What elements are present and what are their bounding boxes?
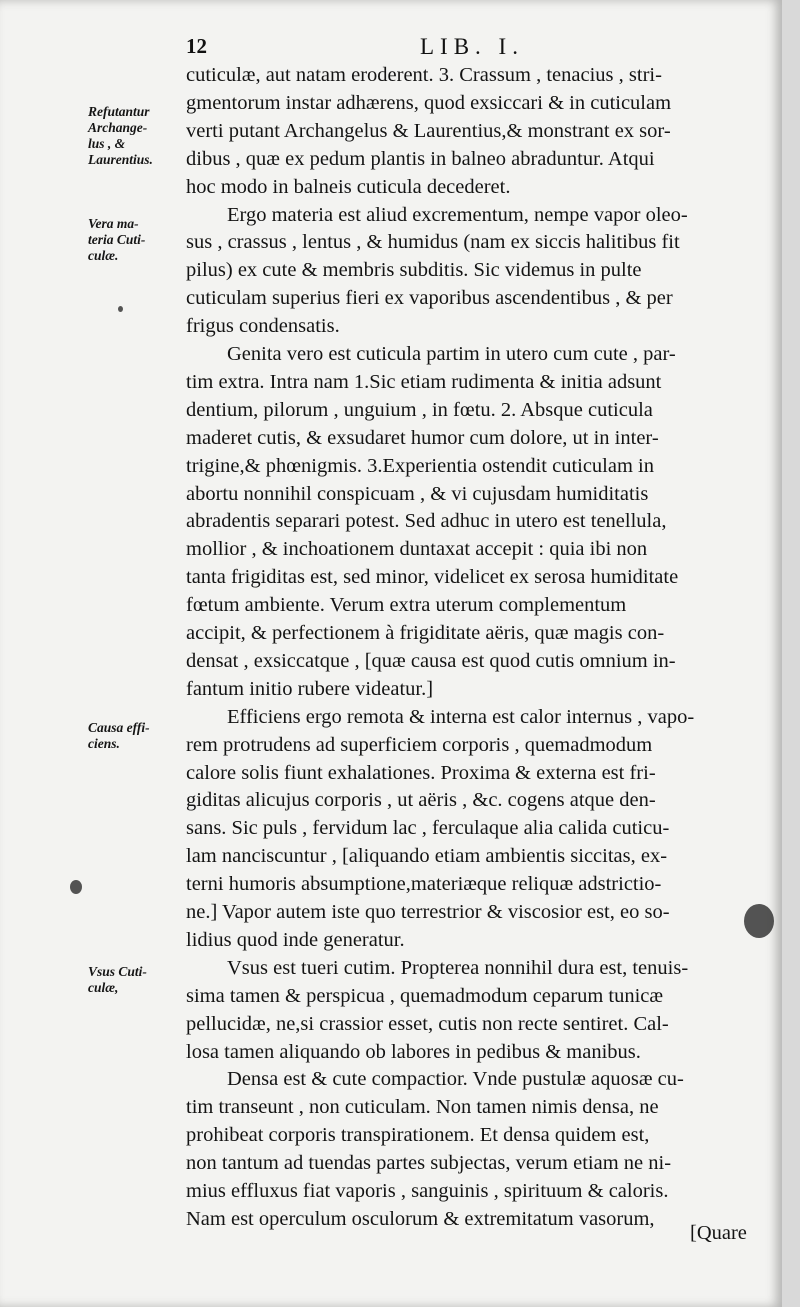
page-number: 12 [186,34,207,58]
text-line: sans. Sic puls , fervidum lac , ferculaque alia calida cuticu- [186,817,670,840]
text-line: cuticulam superius fieri ex vaporibus ascendentibus , & per [186,287,673,310]
text-line: Nam est operculum osculorum & extremitatum vasorum, [186,1207,655,1230]
catchword: [Quare [690,1222,747,1244]
text-line: non tantum ad tuendas partes subjectas, verum etiam ne ni- [186,1152,672,1175]
text-line: abortu nonnihil conspicuam , & vi cujusdam humiditatis [186,482,649,505]
text-line: tanta frigiditas est, sed minor, videlicet ex serosa humiditate [186,566,679,589]
text-line: lidius quod inde generatur. [186,928,405,951]
text-line: gmentorum instar adhærens, quod exsiccari & in cuticulam [186,91,672,114]
margin-note [88,216,184,264]
margin-note-line: lus , & [88,136,126,151]
page-header [0,34,782,64]
margin-note-line: culæ. [88,248,119,263]
text-line: fœtum ambiente. Verum extra uterum complementum [186,594,627,617]
text-line: lam nanciscuntur , [aliquando etiam ambientis siccitas, ex- [186,845,668,868]
text-line: Genita vero est cuticula partim in utero cum cute , par- [186,343,676,365]
ink-blot [744,904,774,938]
running-head: LIB. I. [420,34,524,59]
text-line: prohibeat corporis transpirationem. Et densa quidem est, [186,1124,650,1147]
margin-note-line: Refutantur [88,104,150,119]
text-line: mius effluxus fiat vaporis , sanguinis , spirituum & caloris. [186,1180,669,1202]
text-line: rem protrudens ad superficiem corporis , quemadmodum [186,733,653,756]
text-line: sus , crassus , lentus , & humidus (nam ex siccis halitibus fit [186,231,680,254]
text-line: sima tamen & perspicua , quemadmodum ceparum tunicæ [186,984,664,1007]
text-line: fantum initio rubere videatur.] [186,677,434,700]
text-line: pilus) ex cute & membris subditis. Sic videmus in pulte [186,259,642,282]
text-line: verti putant Archangelus & Laurentius,& monstrant ex sor- [186,119,671,142]
text-line: ne.] Vapor autem iste quo terrestrior & viscosior est, eo so- [186,901,670,923]
margin-note-line: Causa effi- [88,720,150,735]
text-line: densat , exsiccatque , [quæ causa est quod cutis omnium in- [186,649,676,672]
text-line: tim extra. Intra nam 1.Sic etiam rudimenta & initia adsunt [186,370,662,393]
text-line: frigus condensatis. [186,315,340,338]
text-line: calore solis fiunt exhalationes. Proxima & externa est fri- [186,761,656,784]
text-line: accipit, & perfectionem à frigiditate aëris, quæ magis con- [186,622,665,644]
ink-blot [118,306,123,312]
text-line: Ergo materia est aliud excrementum, nempe vapor oleo- [186,203,688,226]
margin-note [88,104,184,168]
text-line: pellucidæ, ne,si crassior esset, cutis non recte sentiret. Cal- [186,1012,669,1035]
ink-blot [70,880,82,894]
text-line: tim transeunt , non cuticulam. Non tamen nimis densa, ne [186,1096,659,1119]
margin-note-line: teria Cuti- [88,232,146,247]
margin-note-line: ciens. [88,736,120,751]
text-line: Densa est & cute compactior. Vnde pustulæ aquosæ cu- [186,1068,684,1091]
text-line: Vsus est tueri cutim. Propterea nonnihil dura est, tenuis- [186,956,689,979]
text-line: hoc modo in balneis cuticula decederet. [186,175,511,198]
text-line: dibus , quæ ex pedum plantis in balneo abraduntur. Atqui [186,147,655,170]
margin-note [88,964,184,996]
text-line: terni humoris absumptione,materiæque reliquæ adstrictio- [186,873,662,896]
text-line: maderet cutis, & exsudaret humor cum dolore, ut in inter- [186,426,659,449]
text-line: dentium, pilorum , unguium , in fœtu. 2. Absque cuticula [186,398,653,421]
margin-note-line: culæ, [88,980,119,995]
text-line: abradentis separari potest. Sed adhuc in utero est tenellula, [186,510,667,533]
margin-note-line: Vsus Cuti- [88,964,147,979]
text-line: trigine,& phœnigmis. 3.Experientia ostendit cuticulam in [186,454,654,477]
margin-note [88,720,184,752]
margin-note-line: Vera ma- [88,216,139,231]
text-line: losa tamen aliquando ob labores in pedibus & manibus. [186,1040,641,1063]
text-line: giditas alicujus corporis , ut aëris , &c. cogens atque den- [186,789,656,812]
text-line: mollior , & inchoationem duntaxat accepit : quia ibi non [186,538,648,561]
text-line: Efficiens ergo remota & interna est calor internus , vapo- [186,705,695,728]
margin-note-line: Laurentius. [88,152,153,167]
text-line: cuticulæ, aut natam eroderent. 3. Crassum , tenacius , stri- [186,64,662,86]
margin-note-line: Archange- [88,120,148,135]
